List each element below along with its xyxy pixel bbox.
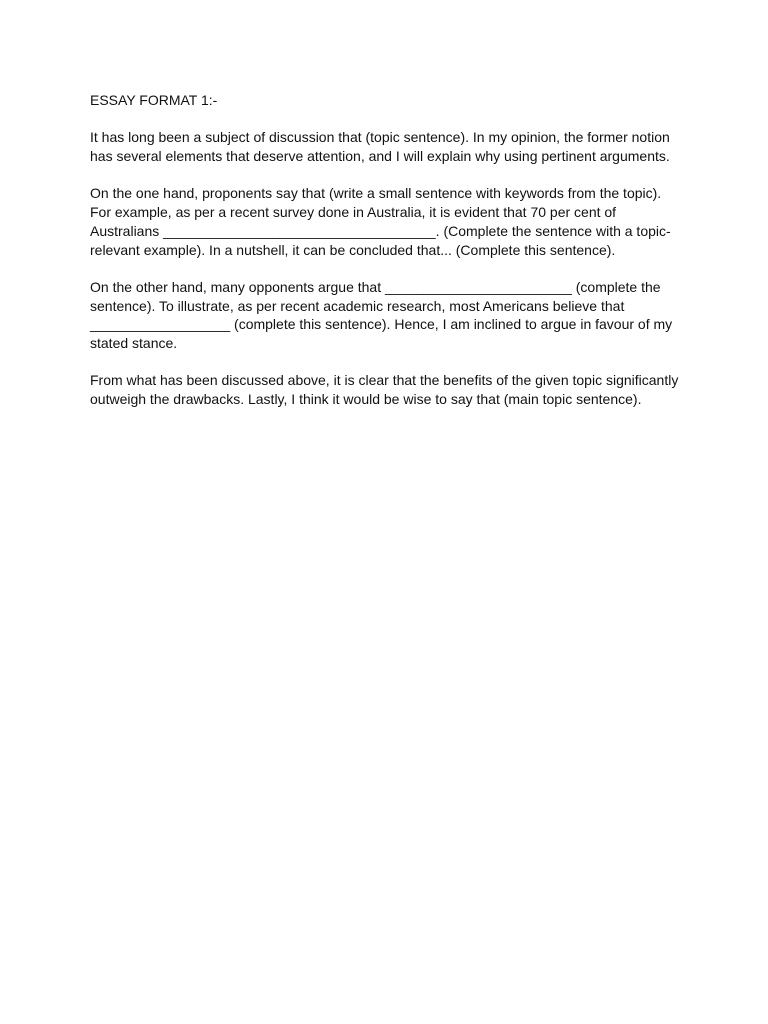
paragraph-conclusion — [90, 371, 680, 408]
document-body — [90, 91, 680, 428]
paragraph-line: For example, as per a recent survey done in Australia, it is evident that 70 per cent of — [90, 204, 617, 221]
paragraph-line: On the one hand, proponents say that (write a small sentence with keywords from the topic). — [90, 185, 662, 202]
paragraph-line: stated stance. — [90, 335, 178, 352]
paragraph-line: On the other hand, many opponents argue that ________________________ (complete the — [90, 278, 661, 295]
paragraph-line: sentence). To illustrate, as per recent academic research, most Americans believe that — [90, 297, 625, 314]
paragraph-line: relevant example). In a nutshell, it can be concluded that... (Complete this sentence). — [90, 241, 616, 258]
paragraph-line: From what has been discussed above, it is clear that the benefits of the given topic significantly — [90, 372, 679, 389]
paragraph-line: has several elements that deserve attention, and I will explain why using pertinent arguments. — [90, 148, 670, 165]
document-heading: ESSAY FORMAT 1:- — [90, 92, 218, 108]
paragraph-opponents — [90, 278, 680, 353]
paragraph-line: It has long been a subject of discussion that (topic sentence). In my opinion, the former notion — [90, 129, 670, 146]
paragraph-line: outweigh the drawbacks. Lastly, I think it would be wise to say that (main topic sentence). — [90, 391, 642, 408]
paragraph-introduction — [90, 128, 680, 165]
paragraph-line: Australians ___________________________________. (Complete the sentence with a topic- — [90, 222, 671, 239]
paragraph-line: __________________ (complete this sentence). Hence, I am inclined to argue in favour of my — [90, 316, 673, 333]
paragraph-proponents — [90, 184, 680, 259]
